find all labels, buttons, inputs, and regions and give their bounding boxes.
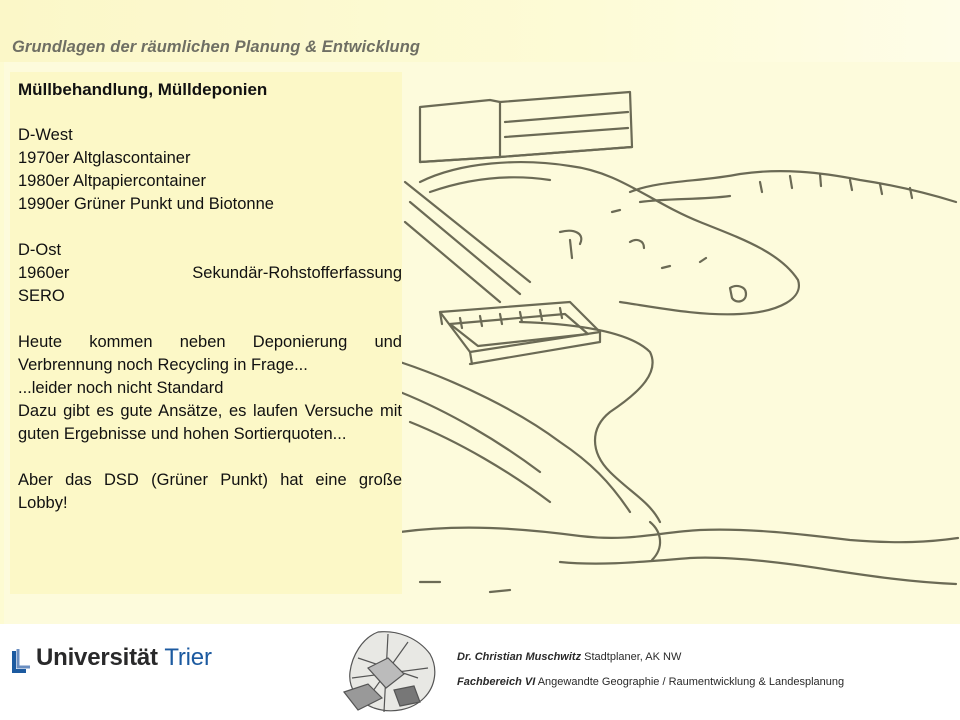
author-role: Stadtplaner, AK NW (584, 651, 682, 663)
content-text-box (10, 72, 402, 594)
department-name: Fachbereich VI (457, 676, 536, 688)
department-detail: Angewandte Geographie / Raumentwicklung & Landesplanung (537, 676, 845, 688)
east-item-line: 1960er Sekundär-Rohstofferfassung (18, 264, 402, 282)
paragraph: Heute kommen neben Deponierung und Verbrennung noch Recycling in Frage... (18, 333, 402, 374)
author-name: Dr. Christian Muschwitz (457, 651, 582, 663)
slide-header-title: Grundlagen der räumlichen Planung & Entwicklung (12, 38, 421, 56)
box-heading: Müllbehandlung, Mülldeponien (18, 80, 268, 99)
paragraph: Aber das DSD (Grüner Punkt) hat eine große Lobby! (18, 471, 402, 512)
east-item-line: SERO (18, 287, 65, 305)
university-name (36, 644, 212, 672)
city-map-icon (338, 628, 440, 716)
west-item: 1970er Altglascontainer (18, 149, 191, 167)
east-label: D-Ost (18, 241, 62, 259)
department-credit (457, 676, 844, 688)
paragraph: Dazu gibt es gute Ansätze, es laufen Versuche mit guten Ergebnisse und hohen Sortierquoten... (18, 402, 402, 443)
author-credit (457, 651, 681, 663)
university-city: Trier (164, 644, 212, 671)
west-item: 1980er Altpapiercontainer (18, 172, 207, 190)
west-item: 1990er Grüner Punkt und Biotonne (18, 195, 274, 213)
university-word: Universität (36, 644, 158, 671)
landfill-sketch-image (400, 62, 960, 617)
west-label: D-West (18, 126, 73, 144)
paragraph: ...leider noch nicht Standard (18, 379, 224, 397)
